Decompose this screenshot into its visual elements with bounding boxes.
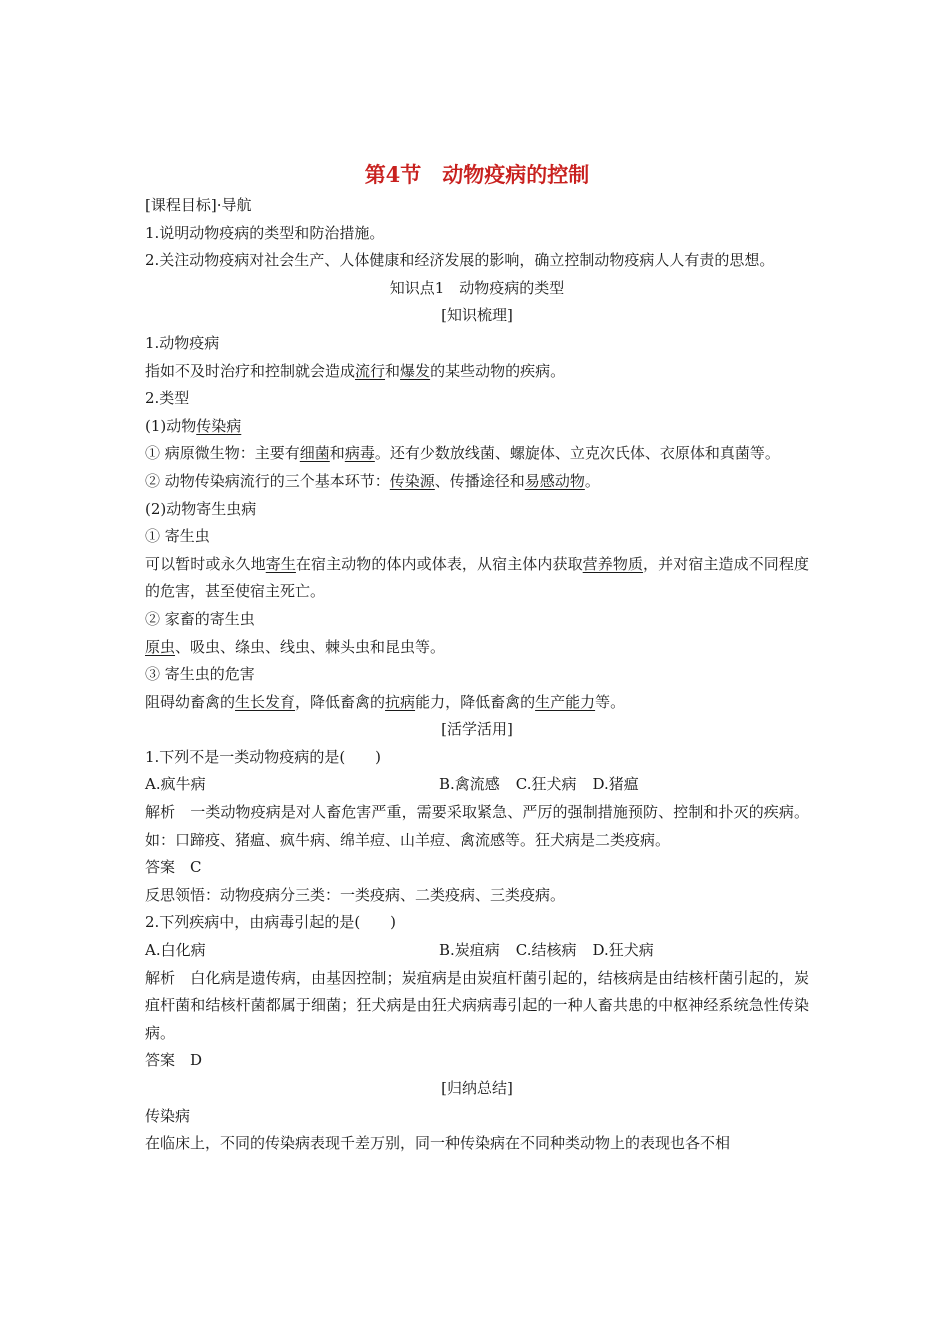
blank-answer: 细菌	[299, 444, 330, 463]
blank-answer: 生长发育	[235, 692, 296, 711]
parasite-sub-3: ③ 寄生虫的危害	[145, 665, 255, 684]
blank-answer: 流行	[355, 361, 386, 380]
blank-answer: 易感动物	[524, 471, 585, 490]
question-1-stem: 1.下列不是一类动物疫病的是( )	[145, 747, 382, 766]
option-d: D.猪瘟	[592, 775, 639, 794]
blank-answer: 传染源	[389, 471, 435, 490]
blank-answer: 生产能力	[535, 692, 596, 711]
question-1-analysis: 解析 一类动物疫病是对人畜危害严重，需要采取紧急、严厉的强制措施预防、控制和扑灭的疾病。如：口蹄疫、猪瘟、疯牛病、绵羊痘、山羊痘、禽流感等。狂犬病是二类疫病。	[145, 803, 809, 849]
option-a: A.白化病	[145, 941, 206, 960]
question-2-options	[145, 937, 809, 965]
blank-answer: 传染病	[196, 416, 242, 435]
parasite-harm-text: 阻碍幼畜禽的生长发育，降低畜禽的抗病能力，降低畜禽的生产能力等。	[145, 692, 626, 711]
blank-answer: 营养物质	[582, 554, 644, 573]
practice-heading: [活学活用]	[441, 720, 513, 739]
summary-heading: [归纳总结]	[441, 1079, 513, 1097]
goal-item-1: 1.说明动物疫病的类型和防治措施。	[145, 223, 385, 242]
subsection-heading-types: 2.类型	[145, 389, 190, 408]
blank-answer: 病毒	[344, 444, 375, 463]
pathogen-text: ① 病原微生物：主要有细菌和病毒。还有少数放线菌、螺旋体、立克次氏体、衣原体和真菌等。	[145, 444, 780, 463]
goals-heading: [课程目标]·导航	[145, 196, 252, 214]
question-2-answer: 答案 D	[145, 1051, 203, 1070]
option-c: C.狂犬病	[515, 775, 577, 794]
summary-text: 在临床上，不同的传染病表现千差万别，同一种传染病在不同种类动物上的表现也各不相	[145, 1134, 731, 1153]
document-content	[145, 158, 809, 1158]
question-1-options	[145, 771, 809, 799]
option-b: B.炭疽病	[439, 941, 500, 960]
section-title: 第4节 动物疫病的控制	[364, 162, 590, 187]
disease-definition: 指如不及时治疗和控制就会造成流行和爆发的某些动物的疾病。	[145, 361, 566, 380]
option-b: B.禽流感	[439, 775, 500, 794]
goal-item-2: 2.关注动物疫病对社会生产、人体健康和经济发展的影响，确立控制动物疫病人人有责的思想。	[145, 251, 775, 270]
question-1-answer: 答案 C	[145, 858, 202, 877]
infectious-heading: (1)动物传染病	[145, 416, 242, 435]
parasite-sub-2: ② 家畜的寄生虫	[145, 609, 255, 628]
review-heading: [知识梳理]	[441, 306, 513, 325]
option-d: D.狂犬病	[592, 941, 654, 960]
parasite-heading: (2)动物寄生虫病	[145, 499, 257, 518]
blank-answer: 寄生	[265, 554, 296, 573]
livestock-parasites-text: 原虫、吸虫、绦虫、线虫、棘头虫和昆虫等。	[145, 637, 446, 656]
subsection-heading-disease: 1.动物疫病	[145, 333, 220, 352]
blank-answer: 抗病	[385, 692, 416, 711]
transmission-links-text: ② 动物传染病流行的三个基本环节：传染源、传播途径和易感动物。	[145, 471, 600, 490]
question-2-stem: 2.下列疾病中，由病毒引起的是( )	[145, 913, 397, 932]
blank-answer: 原虫	[145, 637, 176, 656]
blank-answer: 爆发	[400, 361, 431, 380]
question-2-analysis: 解析 白化病是遗传病，由基因控制；炭疽病是由炭疽杆菌引起的，结核病是由结核杆菌引起的，炭疽杆菌和结核杆菌都属于细菌；狂犬病是由狂犬病病毒引起的一种人畜共患的中枢神经系统急性传染病。	[145, 968, 809, 1042]
summary-subheading: 传染病	[145, 1106, 191, 1125]
option-a: A.疯牛病	[145, 775, 206, 794]
option-c: C.结核病	[515, 941, 577, 960]
parasite-definition: 可以暂时或永久地寄生在宿主动物的体内或体表，从宿主体内获取营养物质，并对宿主造成不同程度的危害，甚至使宿主死亡。	[145, 554, 809, 601]
question-1-reflection: 反思领悟：动物疫病分三类：一类疫病、二类疫病、三类疫病。	[145, 885, 566, 904]
parasite-sub-1: ① 寄生虫	[145, 527, 210, 546]
knowledge-point-title: 知识点1 动物疫病的类型	[389, 278, 565, 297]
